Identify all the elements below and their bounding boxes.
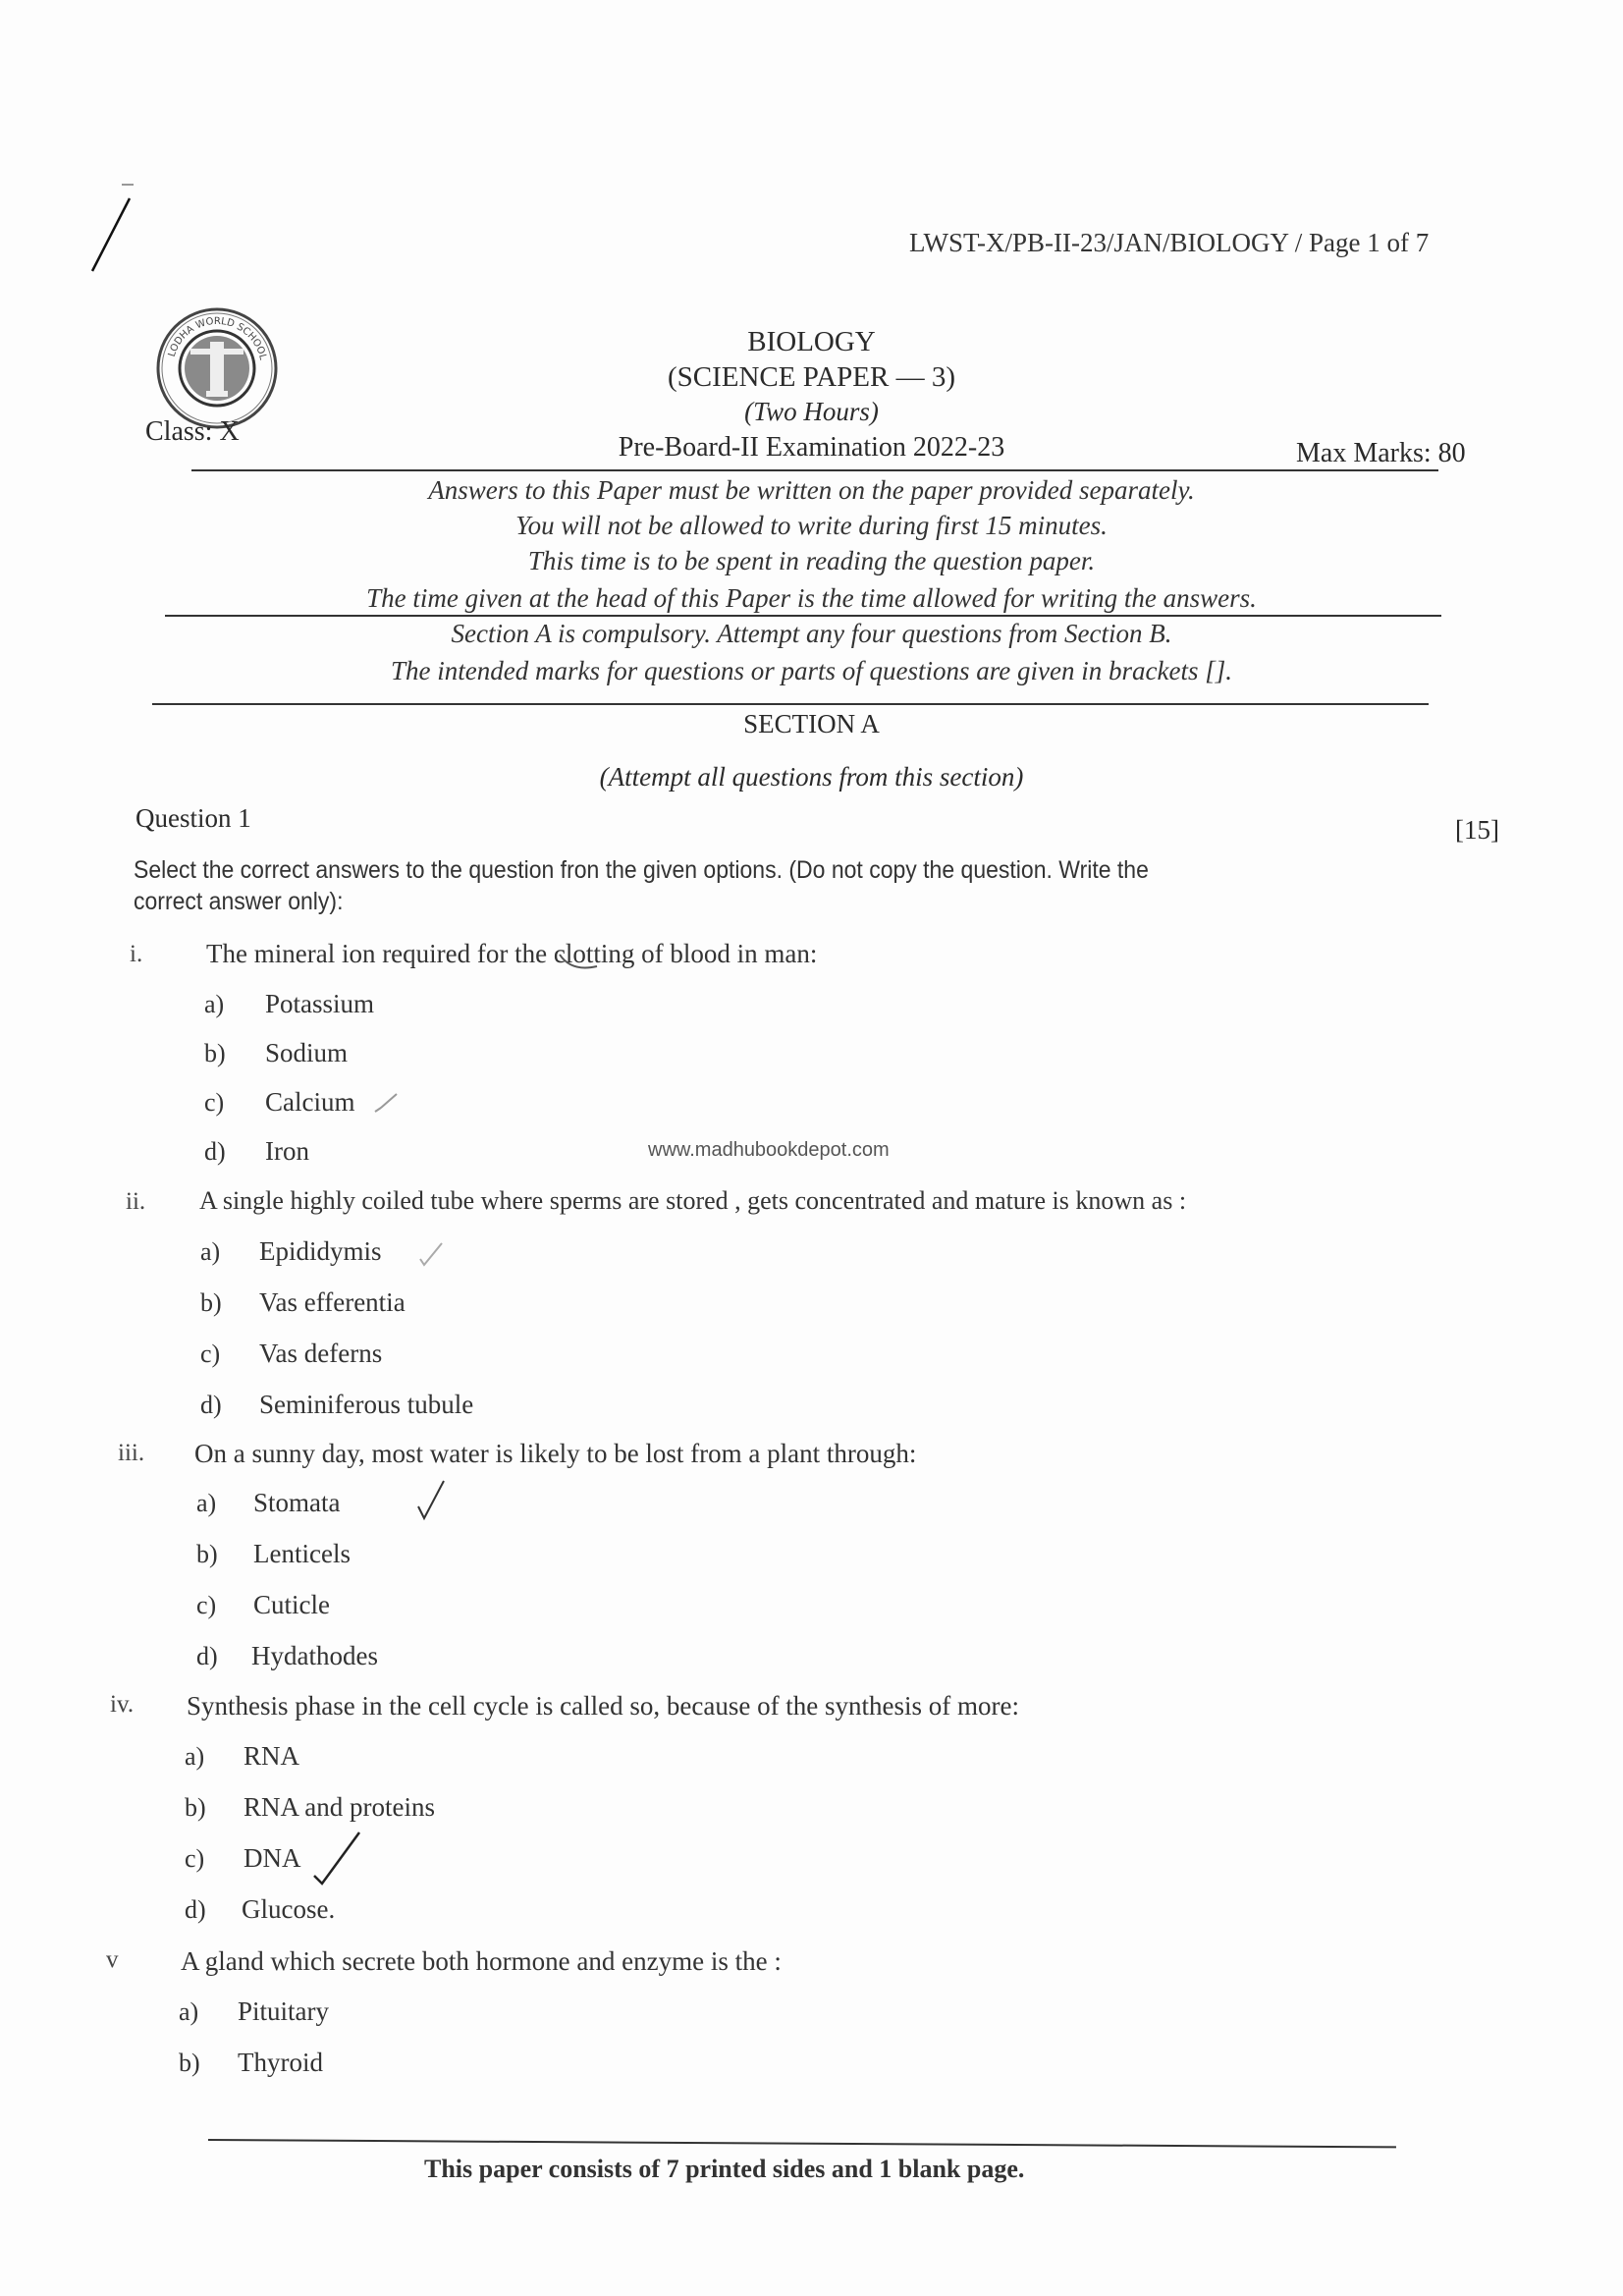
option-text: Thyroid [238, 2048, 323, 2077]
question-prompt: correct answer only): [134, 888, 344, 915]
option-letter: d) [185, 1895, 206, 1924]
option-letter: b) [200, 1288, 222, 1317]
instruction-line: The intended marks for questions or parts of questions are given in brackets []. [391, 656, 1232, 685]
option-letter: b) [196, 1540, 218, 1568]
divider [208, 2139, 1396, 2148]
paper-title: (SCIENCE PAPER — 3) [667, 361, 955, 393]
item-number: ii. [126, 1188, 146, 1215]
class-label: Class: X [145, 416, 240, 447]
option-text: Lenticels [253, 1539, 351, 1568]
watermark: www.madhubookdepot.com [648, 1139, 890, 1161]
option-text: Epididymis [259, 1236, 382, 1266]
item-number: i. [130, 941, 143, 967]
item-text: On a sunny day, most water is likely to be lost from a plant through: [194, 1439, 917, 1468]
instruction-line: The time given at the head of this Paper is the time allowed for writing the answers. [366, 583, 1257, 613]
item-text: A single highly coiled tube where sperms are stored , gets concentrated and mature is known as : [199, 1186, 1187, 1215]
footer-note: This paper consists of 7 printed sides and 1 blank page. [424, 2155, 1025, 2183]
option-text: Vas deferns [259, 1339, 383, 1368]
paper-code: LWST-X/PB-II-23/JAN/BIOLOGY / Page 1 of 7 [909, 228, 1430, 257]
item-text: Synthesis phase in the cell cycle is called so, because of the synthesis of more: [187, 1691, 1020, 1721]
subject-title: BIOLOGY [747, 326, 876, 357]
svg-text:LODHA WORLD SCHOOL: LODHA WORLD SCHOOL [166, 315, 269, 361]
instruction-line: Answers to this Paper must be written on the paper provided separately. [428, 475, 1195, 505]
option-letter: b) [179, 2049, 200, 2077]
option-letter: d) [204, 1137, 226, 1166]
option-letter: c) [204, 1088, 225, 1117]
check-mark-icon [371, 1088, 401, 1118]
instruction-line: You will not be allowed to write during first 15 minutes. [515, 511, 1108, 540]
question-marks: [15] [1455, 815, 1499, 845]
option-letter: c) [185, 1844, 205, 1873]
instruction-line: Section A is compulsory. Attempt any four questions from Section B. [451, 619, 1172, 648]
max-marks: Max Marks: 80 [1296, 438, 1466, 468]
duration: (Two Hours) [744, 397, 879, 426]
check-mark-icon [416, 1239, 446, 1269]
check-mark-icon [414, 1477, 454, 1526]
option-letter: d) [196, 1642, 218, 1670]
item-number: iv. [110, 1691, 135, 1718]
question-label: Question 1 [135, 803, 251, 833]
divider [191, 469, 1438, 471]
option-text: Cuticle [253, 1590, 330, 1619]
divider [165, 615, 1441, 617]
option-text: Stomata [253, 1488, 341, 1517]
option-letter: b) [204, 1039, 226, 1067]
item-number: v [106, 1946, 119, 1973]
check-mark-icon [310, 1829, 369, 1887]
instruction-line: This time is to be spent in reading the question paper. [527, 546, 1096, 575]
option-text: RNA [243, 1741, 300, 1771]
exam-name: Pre-Board-II Examination 2022-23 [618, 432, 1005, 463]
option-letter: b) [185, 1793, 206, 1822]
option-text: Glucose. [242, 1894, 336, 1924]
option-letter: a) [200, 1237, 221, 1266]
section-subtitle: (Attempt all questions from this section) [599, 762, 1024, 792]
option-text: RNA and proteins [243, 1792, 435, 1822]
divider [152, 703, 1429, 705]
item-text: The mineral ion required for the clotting of blood in man: [206, 939, 818, 968]
option-letter: d) [200, 1391, 222, 1419]
item-text: A gland which secrete both hormone and enzyme is the : [181, 1946, 782, 1976]
underline-mark [558, 951, 626, 974]
option-letter: c) [200, 1339, 221, 1368]
option-text: Seminiferous tubule [259, 1390, 474, 1419]
option-text: Vas efferentia [259, 1287, 406, 1317]
item-number: iii. [118, 1440, 145, 1466]
option-letter: a) [196, 1489, 217, 1517]
option-text: Pituitary [238, 1996, 329, 2026]
option-letter: a) [179, 1997, 199, 2026]
section-title: SECTION A [743, 709, 880, 738]
option-text: Iron [265, 1136, 309, 1166]
handwritten-mark [79, 177, 137, 275]
option-text: Potassium [265, 989, 375, 1018]
option-text: Sodium [265, 1038, 349, 1067]
question-prompt: Select the correct answers to the question fron the given options. (Do not copy the question. Write the [134, 856, 1149, 884]
option-letter: a) [204, 990, 225, 1018]
option-text: DNA [243, 1843, 301, 1873]
option-letter: a) [185, 1742, 205, 1771]
option-text: Hydathodes [251, 1641, 378, 1670]
option-letter: c) [196, 1591, 217, 1619]
option-text: Calcium [265, 1087, 355, 1117]
